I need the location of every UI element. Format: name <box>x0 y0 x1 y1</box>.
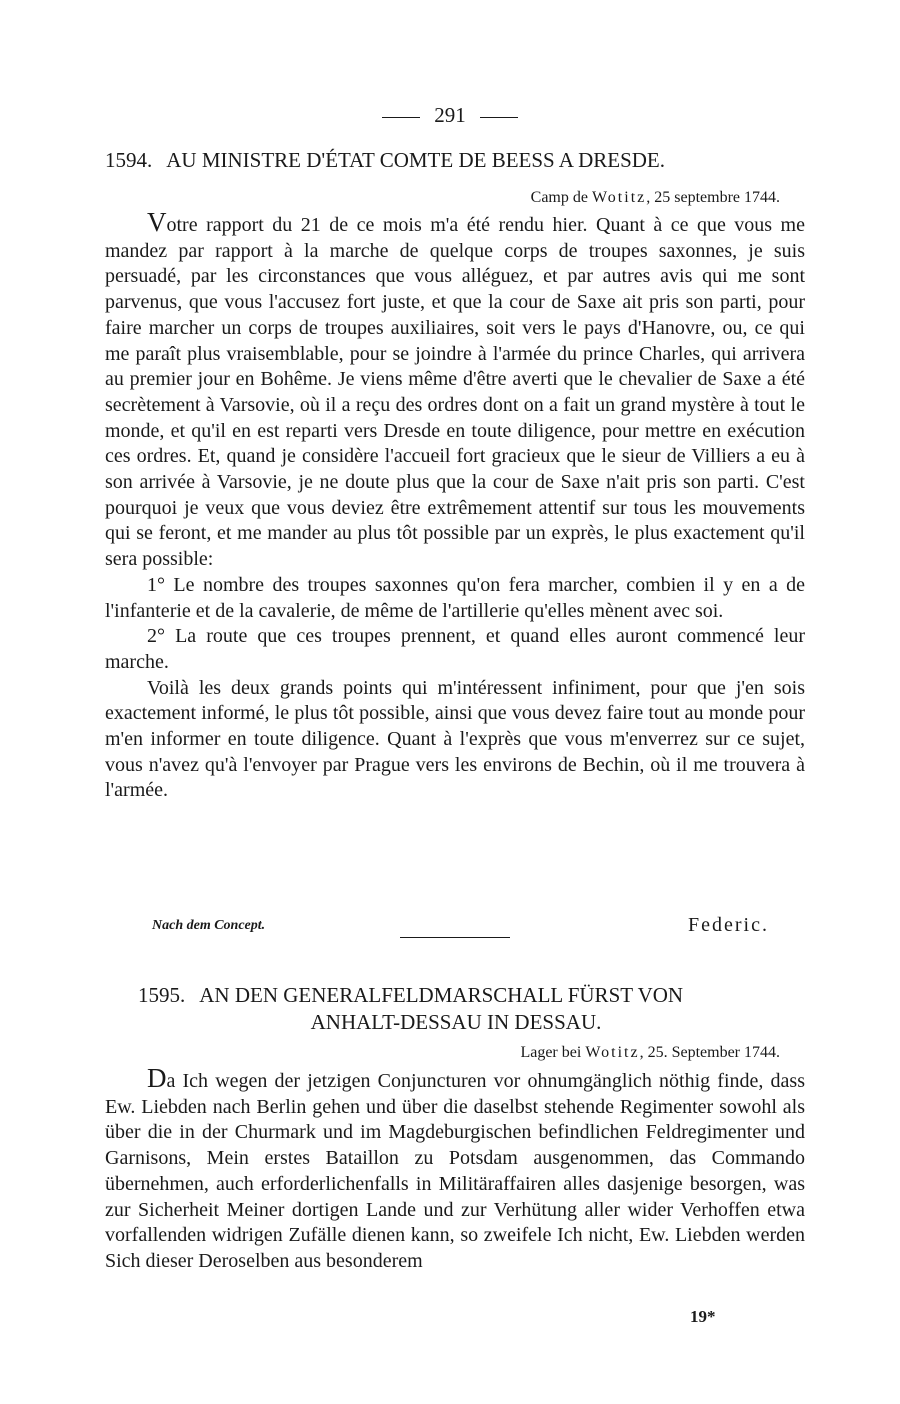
page-number-line <box>0 100 900 130</box>
letter-title: AU MINISTRE D'ÉTAT COMTE DE BEESS A DRESDE. <box>166 148 665 172</box>
paragraph: 2° La route que ces troupes prennent, et quand elles auront commencé leur marche. <box>105 625 805 673</box>
date-prefix: Lager bei <box>520 1044 582 1061</box>
source-note: Nach dem Concept. <box>152 918 266 933</box>
date-place: Wotitz <box>585 1044 640 1061</box>
date-place: Wotitz <box>591 189 647 206</box>
paragraph: Voilà les deux grands points qui m'intéressent infiniment, pour que j'en sois exactement informé, le plus tôt possible, ainsi que vous devez faire tout au monde pour m'en informer en toute diligence. Quant à l'exprès que vous m'enverrez sur ce sujet, vous n'avez qu'à l'envoyer par Prague vers les environs de Bechin, où il me trouvera à l'armée. <box>105 676 805 802</box>
paragraph <box>105 207 805 573</box>
date-suffix: , 25 septembre 1744. <box>646 189 780 206</box>
paragraph: 1° Le nombre des troupes saxonnes qu'on fera marcher, combien il y en a de l'infanterie et de la cavalerie, de même de l'artillerie qu'elles mènent avec soi. <box>105 573 805 622</box>
letter-title-line1: AN DEN GENERALFELDMARSCHALL FÜRST VON <box>199 983 684 1007</box>
letter-title-line2: ANHALT-DESSAU IN DESSAU. <box>310 1010 602 1034</box>
footer-signature-mark: 19* <box>690 1307 716 1326</box>
date-prefix: Camp de <box>530 189 588 206</box>
initial-letter: D <box>147 1063 167 1093</box>
paragraph <box>105 1063 805 1275</box>
paragraph-text: a Ich wegen der jetzigen Conjuncturen vor ohnumgänglich nöthig finde, dass Ew. Liebden nach Berlin gehen und über die daselbst stehende Regimenter sowohl als über die in der Churmark und im Magdeburgischen befindlichen Feldregimenter und Garnisons, Mein erstes Bataillon zu Potsdam ausgenommen, das Commando übernehmen, auch erforderlichenfalls in Militäraffairen alles dasjenige besorgen, was zur Sicherheit Meiner dortigen Lande und zur Verhütung aller wider Verhoffen etwa vorfallenden widrigen Zufälle dienen kann, so zweifele Ich nicht, Ew. Liebden werden Sich dieser Deroselben aus besonderem <box>105 1070 805 1272</box>
dash-left <box>382 117 420 118</box>
letter-1595-heading <box>138 982 774 1036</box>
page-number: 291 <box>434 103 466 127</box>
letter-1594-heading <box>105 147 805 174</box>
separator-rule <box>400 937 510 938</box>
letter-1594-dateline <box>531 187 780 209</box>
letter-1595-body <box>105 1063 805 1275</box>
letter-1595-dateline <box>520 1042 780 1064</box>
date-suffix: , 25. September 1744. <box>639 1044 780 1061</box>
letter-number: 1594. <box>105 148 153 172</box>
dash-right <box>480 117 518 118</box>
paragraph-text: otre rapport du 21 de ce mois m'a été rendu hier. Quant à ce que vous me mandez par rapport à la marche de quelque corps de troupes saxonnes, je suis persuadé, par les circonstances que vous alléguez, et par autres avis qui me sont parvenus, que vous l'accusez fort juste, et que la cour de Saxe ait pris son parti, pour faire marcher un corps de troupes auxiliaires, soit vers le pays d'Hanovre, ou, ce qui me paraît plus vraisemblable, pour se joindre à l'armée du prince Charles, qui arrivera au premier jour en Bohême. Je viens même d'être averti que le chevalier de Saxe a été secrètement à Varsovie, où il a reçu des ordres dont on a fait un grand mystère à tout le monde, et qu'il en est reparti vers Dresde en toute diligence, pour mettre en exécution ces ordres. Et, quand je considère l'accueil fort gracieux que le sieur de Villiers a eu à son arrivée à Varsovie, je ne doute plus que la cour de Saxe n'ait pris son parti. C'est pourquoi je veux que vous deviez être extrêmement attentif sur tous les mouvements qui se feront, et me mander au plus tôt possible par un exprès, le plus exactement qu'il sera possible: <box>105 214 805 571</box>
signature: Federic. <box>688 914 769 936</box>
letter-1594-body <box>105 207 805 804</box>
letter-number: 1595. <box>138 983 186 1007</box>
initial-letter: V <box>147 207 167 237</box>
